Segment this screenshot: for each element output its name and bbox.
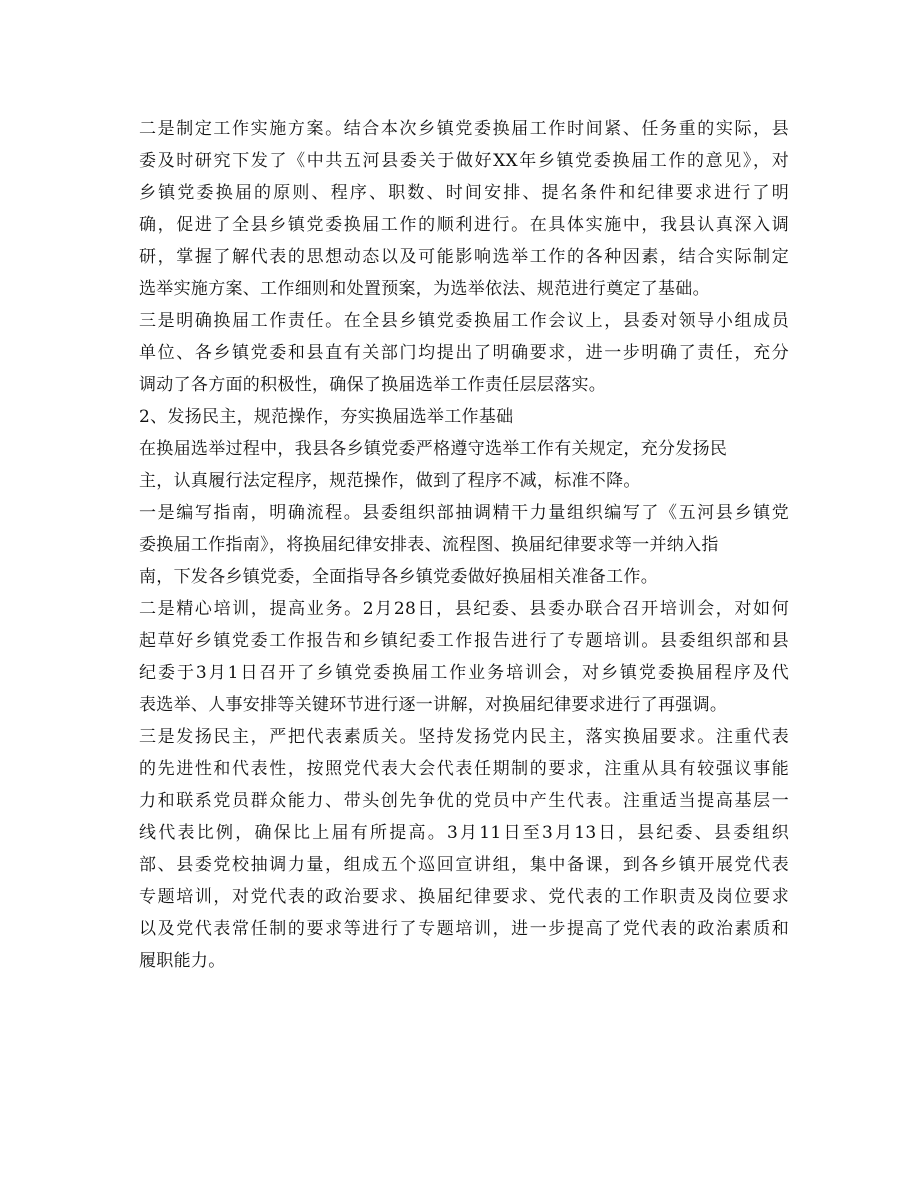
text-line: 履职能力。 xyxy=(139,951,226,971)
section-heading: 2、发扬民主，规范操作，夯实换届选举工作基础 xyxy=(139,407,514,427)
text-line: 三是明确换届工作责任。在全县乡镇党委换届工作会议上，县委对领导小组成员 xyxy=(139,311,789,331)
text-line: 乡镇党委换届的原则、程序、职数、时间安排、提名条件和纪律要求进行了明 xyxy=(139,183,789,203)
document-body xyxy=(139,113,789,977)
text-line: 研，掌握了解代表的思想动态以及可能影响选举工作的各种因素，结合实际制定 xyxy=(139,247,789,267)
text-line: 部、县委党校抽调力量，组成五个巡回宣讲组，集中备课，到各乡镇开展党代表 xyxy=(139,855,789,875)
text-line: 南，下发各乡镇党委，全面指导各乡镇党委做好换届相关准备工作。 xyxy=(139,567,658,587)
text-line: 的先进性和代表性，按照党代表大会代表任期制的要求，注重从具有较强议事能 xyxy=(139,759,789,779)
text-line: 专题培训，对党代表的政治要求、换届纪律要求、党代表的工作职责及岗位要求 xyxy=(139,887,789,907)
text-line: 力和联系党员群众能力、带头创先争优的党员中产生代表。注重适当提高基层一 xyxy=(139,791,789,811)
text-line: 线代表比例，确保比上届有所提高。3月11日至3月13日，县纪委、县委组织 xyxy=(139,823,789,843)
text-line: 以及党代表常任制的要求等进行了专题培训，进一步提高了党代表的政治素质和 xyxy=(139,919,789,939)
text-line: 确，促进了全县乡镇党委换届工作的顺利进行。在具体实施中，我县认真深入调 xyxy=(139,215,789,235)
text-line: 在换届选举过程中，我县各乡镇党委严格遵守选举工作有关规定，充分发扬民 xyxy=(139,439,728,459)
text-line: 委及时研究下发了《中共五河县委关于做好XX年乡镇党委换届工作的意见》，对 xyxy=(139,151,789,171)
text-line: 二是精心培训，提高业务。2月28日，县纪委、县委办联合召开培训会，对如何 xyxy=(139,599,789,619)
text-line: 主，认真履行法定程序，规范操作，做到了程序不减，标准不降。 xyxy=(139,471,641,491)
text-line: 表选举、人事安排等关键环节进行逐一讲解，对换届纪律要求进行了再强调。 xyxy=(139,695,728,715)
text-line: 二是制定工作实施方案。结合本次乡镇党委换届工作时间紧、任务重的实际，县 xyxy=(139,119,789,139)
text-line: 纪委于3月1日召开了乡镇党委换届工作业务培训会，对乡镇党委换届程序及代 xyxy=(139,663,789,683)
text-line: 三是发扬民主，严把代表素质关。坚持发扬党内民主，落实换届要求。注重代表 xyxy=(139,727,789,747)
text-line: 单位、各乡镇党委和县直有关部门均提出了明确要求，进一步明确了责任，充分 xyxy=(139,343,789,363)
text-line: 委换届工作指南》，将换届纪律安排表、流程图、换届纪律要求等一并纳入指 xyxy=(139,535,719,555)
text-line: 一是编写指南，明确流程。县委组织部抽调精干力量组织编写了《五河县乡镇党 xyxy=(139,503,789,523)
text-line: 选举实施方案、工作细则和处置预案，为选举依法、规范进行奠定了基础。 xyxy=(139,279,710,299)
text-line: 调动了各方面的积极性，确保了换届选举工作责任层层落实。 xyxy=(139,375,607,395)
text-line: 起草好乡镇党委工作报告和乡镇纪委工作报告进行了专题培训。县委组织部和县 xyxy=(139,631,789,651)
